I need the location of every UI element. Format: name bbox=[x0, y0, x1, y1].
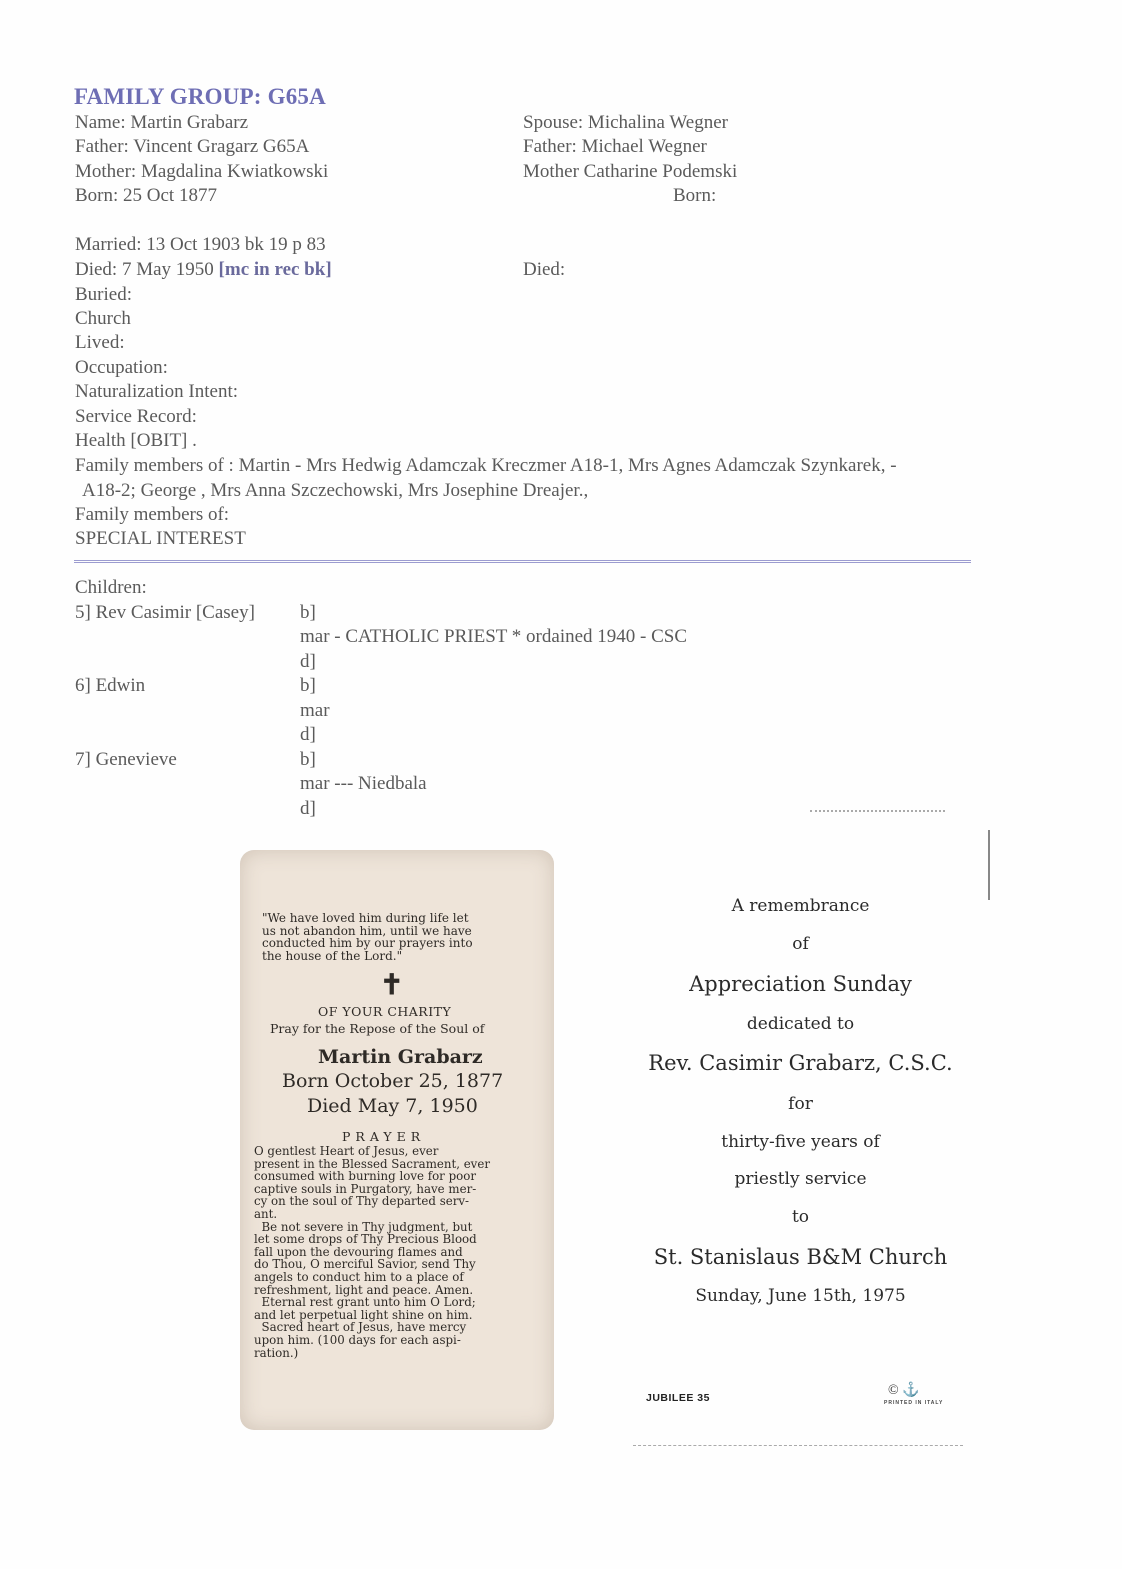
child-died: d] bbox=[300, 798, 316, 819]
family-members-line-1: Family members of : Martin - Mrs Hedwig Adamczak Kreczmer A18-1, Mrs Agnes Adamczak Szynkarek, - bbox=[75, 455, 897, 476]
rem-line-4: dedicated to bbox=[746, 1014, 855, 1034]
father-field: Father: Vincent Gragarz G65A bbox=[75, 136, 310, 157]
card-prayer-text: O gentlest Heart of Jesus, ever present in the Blessed Sacrament, ever consumed with burning love for poor captive souls in Purgatory, have mer- cy on the soul of Thy departed serv- ant. Be not severe in Thy judgment, but let some drops of Thy Precious Blood fall upon the devouring flames and do Thou, O merciful Savior, send Thy angels to conduct him to a place of refreshment, light and peace. Amen. Eternal rest grant unto him O Lord; and let perpetual light shine on him. Sacred heart of Jesus, have mercy upon him. (100 days for each aspi- ration.) bbox=[254, 1144, 490, 1360]
born-field: Born: 25 Oct 1877 bbox=[75, 185, 217, 206]
card-bottom-edge bbox=[633, 1445, 963, 1446]
divider-rule bbox=[74, 560, 971, 563]
naturalization-field: Naturalization Intent: bbox=[75, 381, 239, 402]
health-field: Health [OBIT] . bbox=[75, 430, 197, 451]
cross-icon: ✝ bbox=[380, 968, 404, 1001]
jubilee-label: JUBILEE 35 bbox=[646, 1392, 710, 1404]
married-field: Married: 13 Oct 1903 bk 19 p 83 bbox=[75, 234, 326, 255]
child-died: d] bbox=[300, 651, 316, 672]
occupation-field: Occupation: bbox=[75, 357, 168, 378]
child-born: b] bbox=[300, 749, 316, 770]
died-field bbox=[75, 258, 332, 282]
child-born: b] bbox=[300, 602, 316, 623]
child-name: 5] Rev Casimir [Casey] bbox=[75, 602, 255, 623]
memorial-prayer-card bbox=[240, 850, 554, 1430]
lived-field: Lived: bbox=[75, 332, 125, 353]
rem-line-7: thirty-five years of bbox=[721, 1132, 880, 1152]
children-heading: Children: bbox=[75, 577, 147, 598]
child-married: mar --- Niedbala bbox=[300, 773, 427, 794]
child-died: d] bbox=[300, 724, 316, 745]
family-members-field: Family members of: bbox=[75, 504, 230, 525]
printed-in-label: PRINTED IN ITALY bbox=[884, 1400, 944, 1406]
card-died: Died May 7, 1950 bbox=[307, 1095, 478, 1117]
spouse-mother-field: Mother Catharine Podemski bbox=[523, 161, 738, 182]
died-value: Died: 7 May 1950 bbox=[75, 259, 219, 280]
card-charity: OF YOUR CHARITY bbox=[318, 1004, 452, 1019]
card-born: Born October 25, 1877 bbox=[282, 1070, 504, 1092]
buried-field: Buried: bbox=[75, 284, 132, 305]
rem-line-11: Sunday, June 15th, 1975 bbox=[695, 1286, 906, 1306]
child-name: 7] Genevieve bbox=[75, 749, 177, 770]
card-name: Martin Grabarz bbox=[318, 1046, 483, 1068]
rem-line-2: of bbox=[792, 934, 809, 954]
child-born: b] bbox=[300, 675, 316, 696]
spouse-died-field: Died: bbox=[523, 259, 566, 280]
card-edge bbox=[810, 810, 945, 812]
card-edge bbox=[988, 830, 990, 900]
spouse-field: Spouse: Michalina Wegner bbox=[523, 112, 728, 133]
church-field: Church bbox=[75, 308, 131, 329]
family-members-line-2: A18-2; George , Mrs Anna Szczechowski, Mrs Josephine Dreajer., bbox=[82, 480, 589, 501]
rem-line-8: priestly service bbox=[734, 1169, 867, 1189]
service-record-field: Service Record: bbox=[75, 406, 197, 427]
name-field: Name: Martin Grabarz bbox=[75, 112, 249, 133]
special-interest: SPECIAL INTEREST bbox=[75, 528, 246, 549]
rem-line-3: Appreciation Sunday bbox=[689, 972, 912, 996]
rem-line-6: for bbox=[788, 1094, 813, 1114]
card-prayer-heading: PRAYER bbox=[342, 1129, 426, 1144]
spouse-born-field: Born: bbox=[673, 185, 717, 206]
child-married: mar bbox=[300, 700, 330, 721]
child-married-value: mar - CATHOLIC PRIEST * ordained 1940 - CSC bbox=[300, 626, 688, 647]
card-repose: Pray for the Repose of the Soul of bbox=[270, 1021, 485, 1036]
page-title: FAMILY GROUP: G65A bbox=[74, 84, 326, 109]
rem-line-5: Rev. Casimir Grabarz, C.S.C. bbox=[648, 1051, 953, 1075]
mother-field: Mother: Magdalina Kwiatkowski bbox=[75, 161, 329, 182]
child-name: 6] Edwin bbox=[75, 675, 146, 696]
rem-line-10: St. Stanislaus B&M Church bbox=[653, 1245, 948, 1269]
child-married bbox=[300, 625, 687, 649]
died-note: [mc in rec bk] bbox=[218, 259, 332, 280]
remembrance-card bbox=[628, 870, 973, 1450]
spouse-father-field: Father: Michael Wegner bbox=[523, 136, 707, 157]
rem-line-1: A remembrance bbox=[731, 896, 870, 916]
card-quote: "We have loved him during life let us not abandon him, until we have conducted him by our prayers into the house of the Lord." bbox=[262, 911, 473, 963]
rem-line-9: to bbox=[791, 1207, 810, 1227]
publisher-logo-icon: © ⚓ bbox=[888, 1383, 920, 1398]
